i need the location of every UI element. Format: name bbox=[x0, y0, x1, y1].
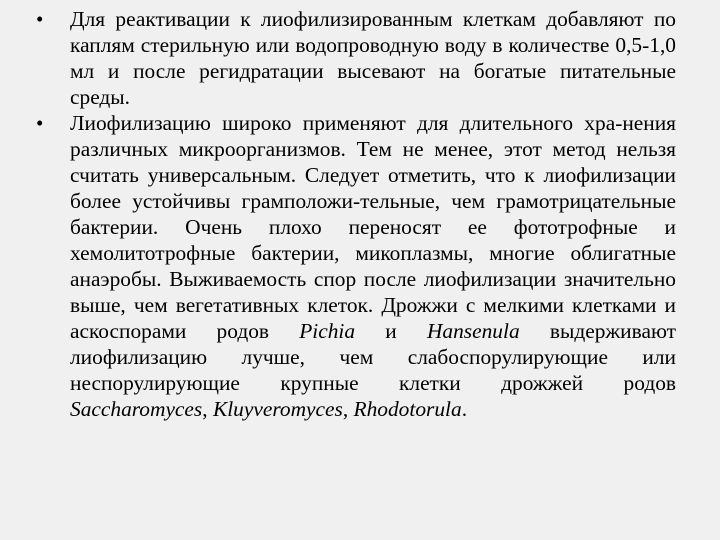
genus-name: Rhodotorula bbox=[353, 397, 462, 421]
bullet-list bbox=[36, 6, 676, 422]
genus-name: Saccharomyces bbox=[70, 397, 203, 421]
text-segment: , bbox=[342, 397, 354, 421]
genus-name: Pichia bbox=[299, 319, 356, 343]
text-segment: Лиофилизацию широко применяют для длительного хра-нения различных микроорганизмов. Тем не менее, этот метод нельзя считать универсальным. Следует отметить, что к лиофилизации более устойчивы грамположи-тельные, чем грамотрицательные бактерии. Очень плохо переносят ее фототрофные и хемолитотрофные бактерии, микоплазмы, многие облигатные анаэробы. Выживаемость спор после лиофилизации значительно выше, чем вегетативных клеток. Дрожжи с мелкими клетками и аскоспорами родов bbox=[70, 111, 676, 343]
bullet-text: Для реактивации к лиофилизированным клеткам добавляют по каплям стерильную или водопроводную воду в количестве 0,5-1,0 мл и после регидратации высевают на богатые питательные среды. bbox=[70, 7, 676, 109]
genus-name: Hansenula bbox=[426, 319, 520, 343]
text-segment: . bbox=[461, 397, 468, 421]
bullet-text bbox=[70, 110, 676, 422]
text-segment: и bbox=[355, 319, 427, 343]
bullet-marker: • bbox=[36, 111, 44, 135]
bullet-marker: • bbox=[36, 7, 44, 31]
text-segment: выдерживают лиофилизацию лучше, чем слабоспорулирующие или неспорулирующие крупные клетки дрожжей родов bbox=[70, 319, 676, 395]
text-segment: , bbox=[202, 397, 213, 421]
genus-name: Kluyveromyces bbox=[212, 397, 343, 421]
bullet-item-reactivation bbox=[36, 6, 676, 110]
bullet-item-lyophilization bbox=[36, 110, 676, 422]
